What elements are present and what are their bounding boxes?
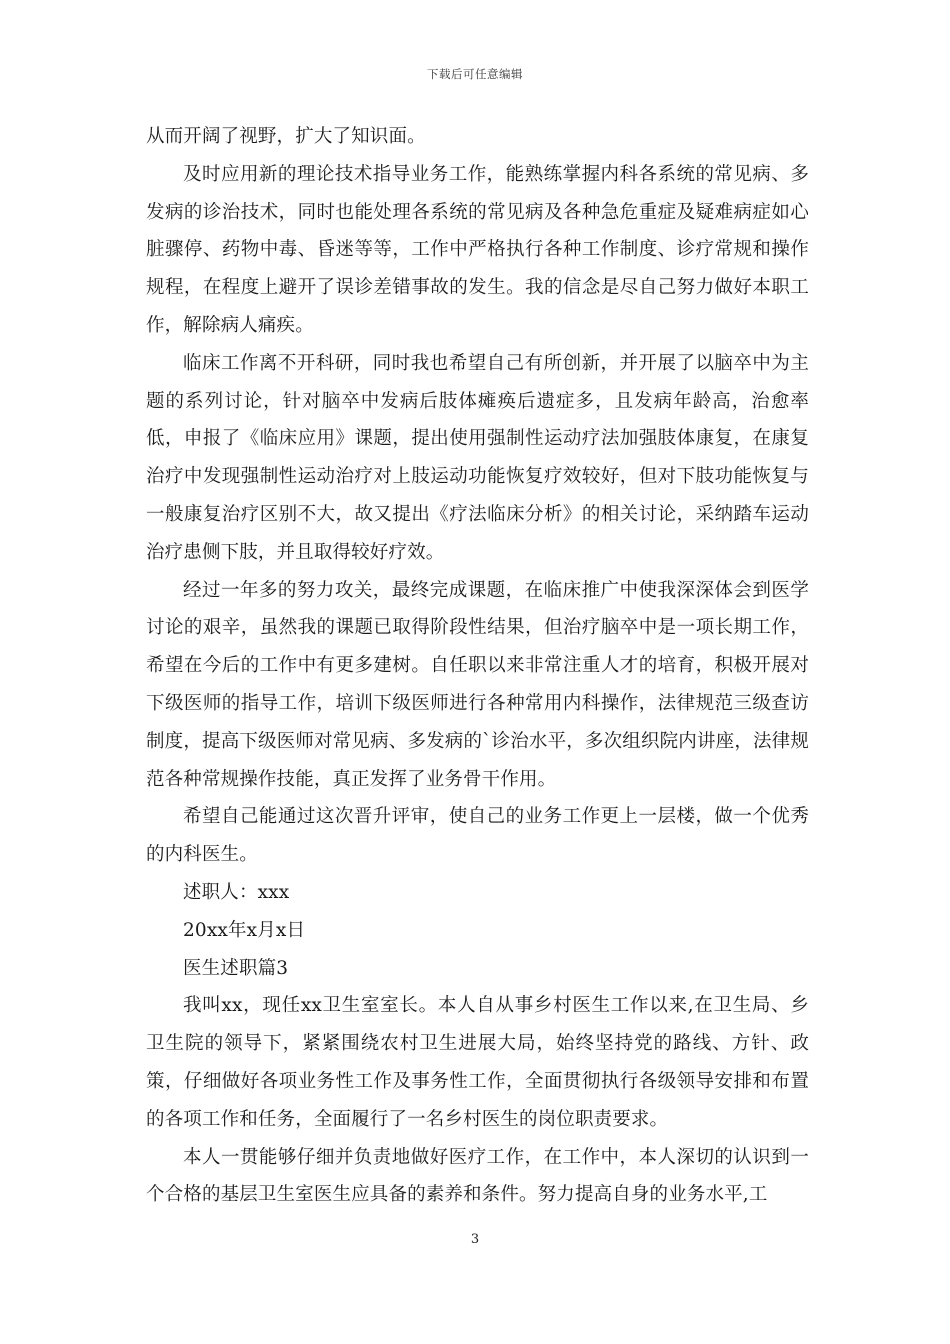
paragraph: 本人一贯能够仔细并负责地做好医疗工作，在工作中，本人深切的认识到一个合格的基层卫生室医生应具备的素养和条件。努力提高自身的业务水平,工 (146, 1146, 809, 1206)
download-note: 下载后可任意编辑 (427, 67, 523, 81)
paragraph: 我叫xx，现任xx卫生室室长。本人自从事乡村医生工作以来,在卫生局、乡卫生院的领导下，紧紧围绕农村卫生进展大局，始终坚持党的路线、方针、政策，仔细做好各项业务性工作及事务性工作，全面贯彻执行各级领导安排和布置的各项工作和任务，全面履行了一名乡村医生的岗位职责要求。 (146, 995, 809, 1130)
date-line: 20xx年x月x日 (183, 919, 306, 941)
paragraph: 经过一年多的努力攻关，最终完成课题，在临床推广中使我深深体会到医学讨论的艰辛，虽然我的课题已取得阶段性结果，但治疗脑卒中是一项长期工作，希望在今后的工作中有更多建树。自任职以来非常注重人才的培育，积极开展对下级医师的指导工作，培训下级医师进行各种常用内科操作，法律规范三级查访制度，提高下级医师对常见病、多发病的`诊治水平，多次组织院内讲座，法律规范各种常规操作技能，真正发挥了业务骨干作用。 (146, 579, 809, 790)
paragraph: 从而开阔了视野，扩大了知识面。 (146, 126, 426, 147)
page-number: 3 (470, 1232, 480, 1247)
document-body (146, 118, 809, 1214)
paragraph: 及时应用新的理论技术指导业务工作，能熟练掌握内科各系统的常见病、多发病的诊治技术，同时也能处理各系统的常见病及各种急危重症及疑难病症如心脏骤停、药物中毒、昏迷等等，工作中严格执行各种工作制度、诊疗常规和操作规程，在程度上避开了误诊差错事故的发生。我的信念是尽自己努力做好本职工作，解除病人痛疾。 (146, 163, 809, 336)
paragraph: 临床工作离不开科研，同时我也希望自己有所创新，并开展了以脑卒中为主题的系列讨论，针对脑卒中发病后肢体瘫痪后遗症多，且发病年龄高，治愈率低，申报了《临床应用》课题，提出使用强制性运动疗法加强肢体康复，在康复治疗中发现强制性运动治疗对上肢运动功能恢复疗效较好，但对下肢功能恢复与一般康复治疗区别不大，故又提出《疗法临床分析》的相关讨论，采纳踏车运动治疗患侧下肢，并且取得较好疗效。 (146, 352, 809, 563)
section-title: 医生述职篇3 (183, 957, 289, 979)
paragraph: 希望自己能通过这次晋升评审，使自己的业务工作更上一层楼，做一个优秀的内科医生。 (146, 806, 809, 866)
signature-line: 述职人：xxx (183, 881, 290, 903)
